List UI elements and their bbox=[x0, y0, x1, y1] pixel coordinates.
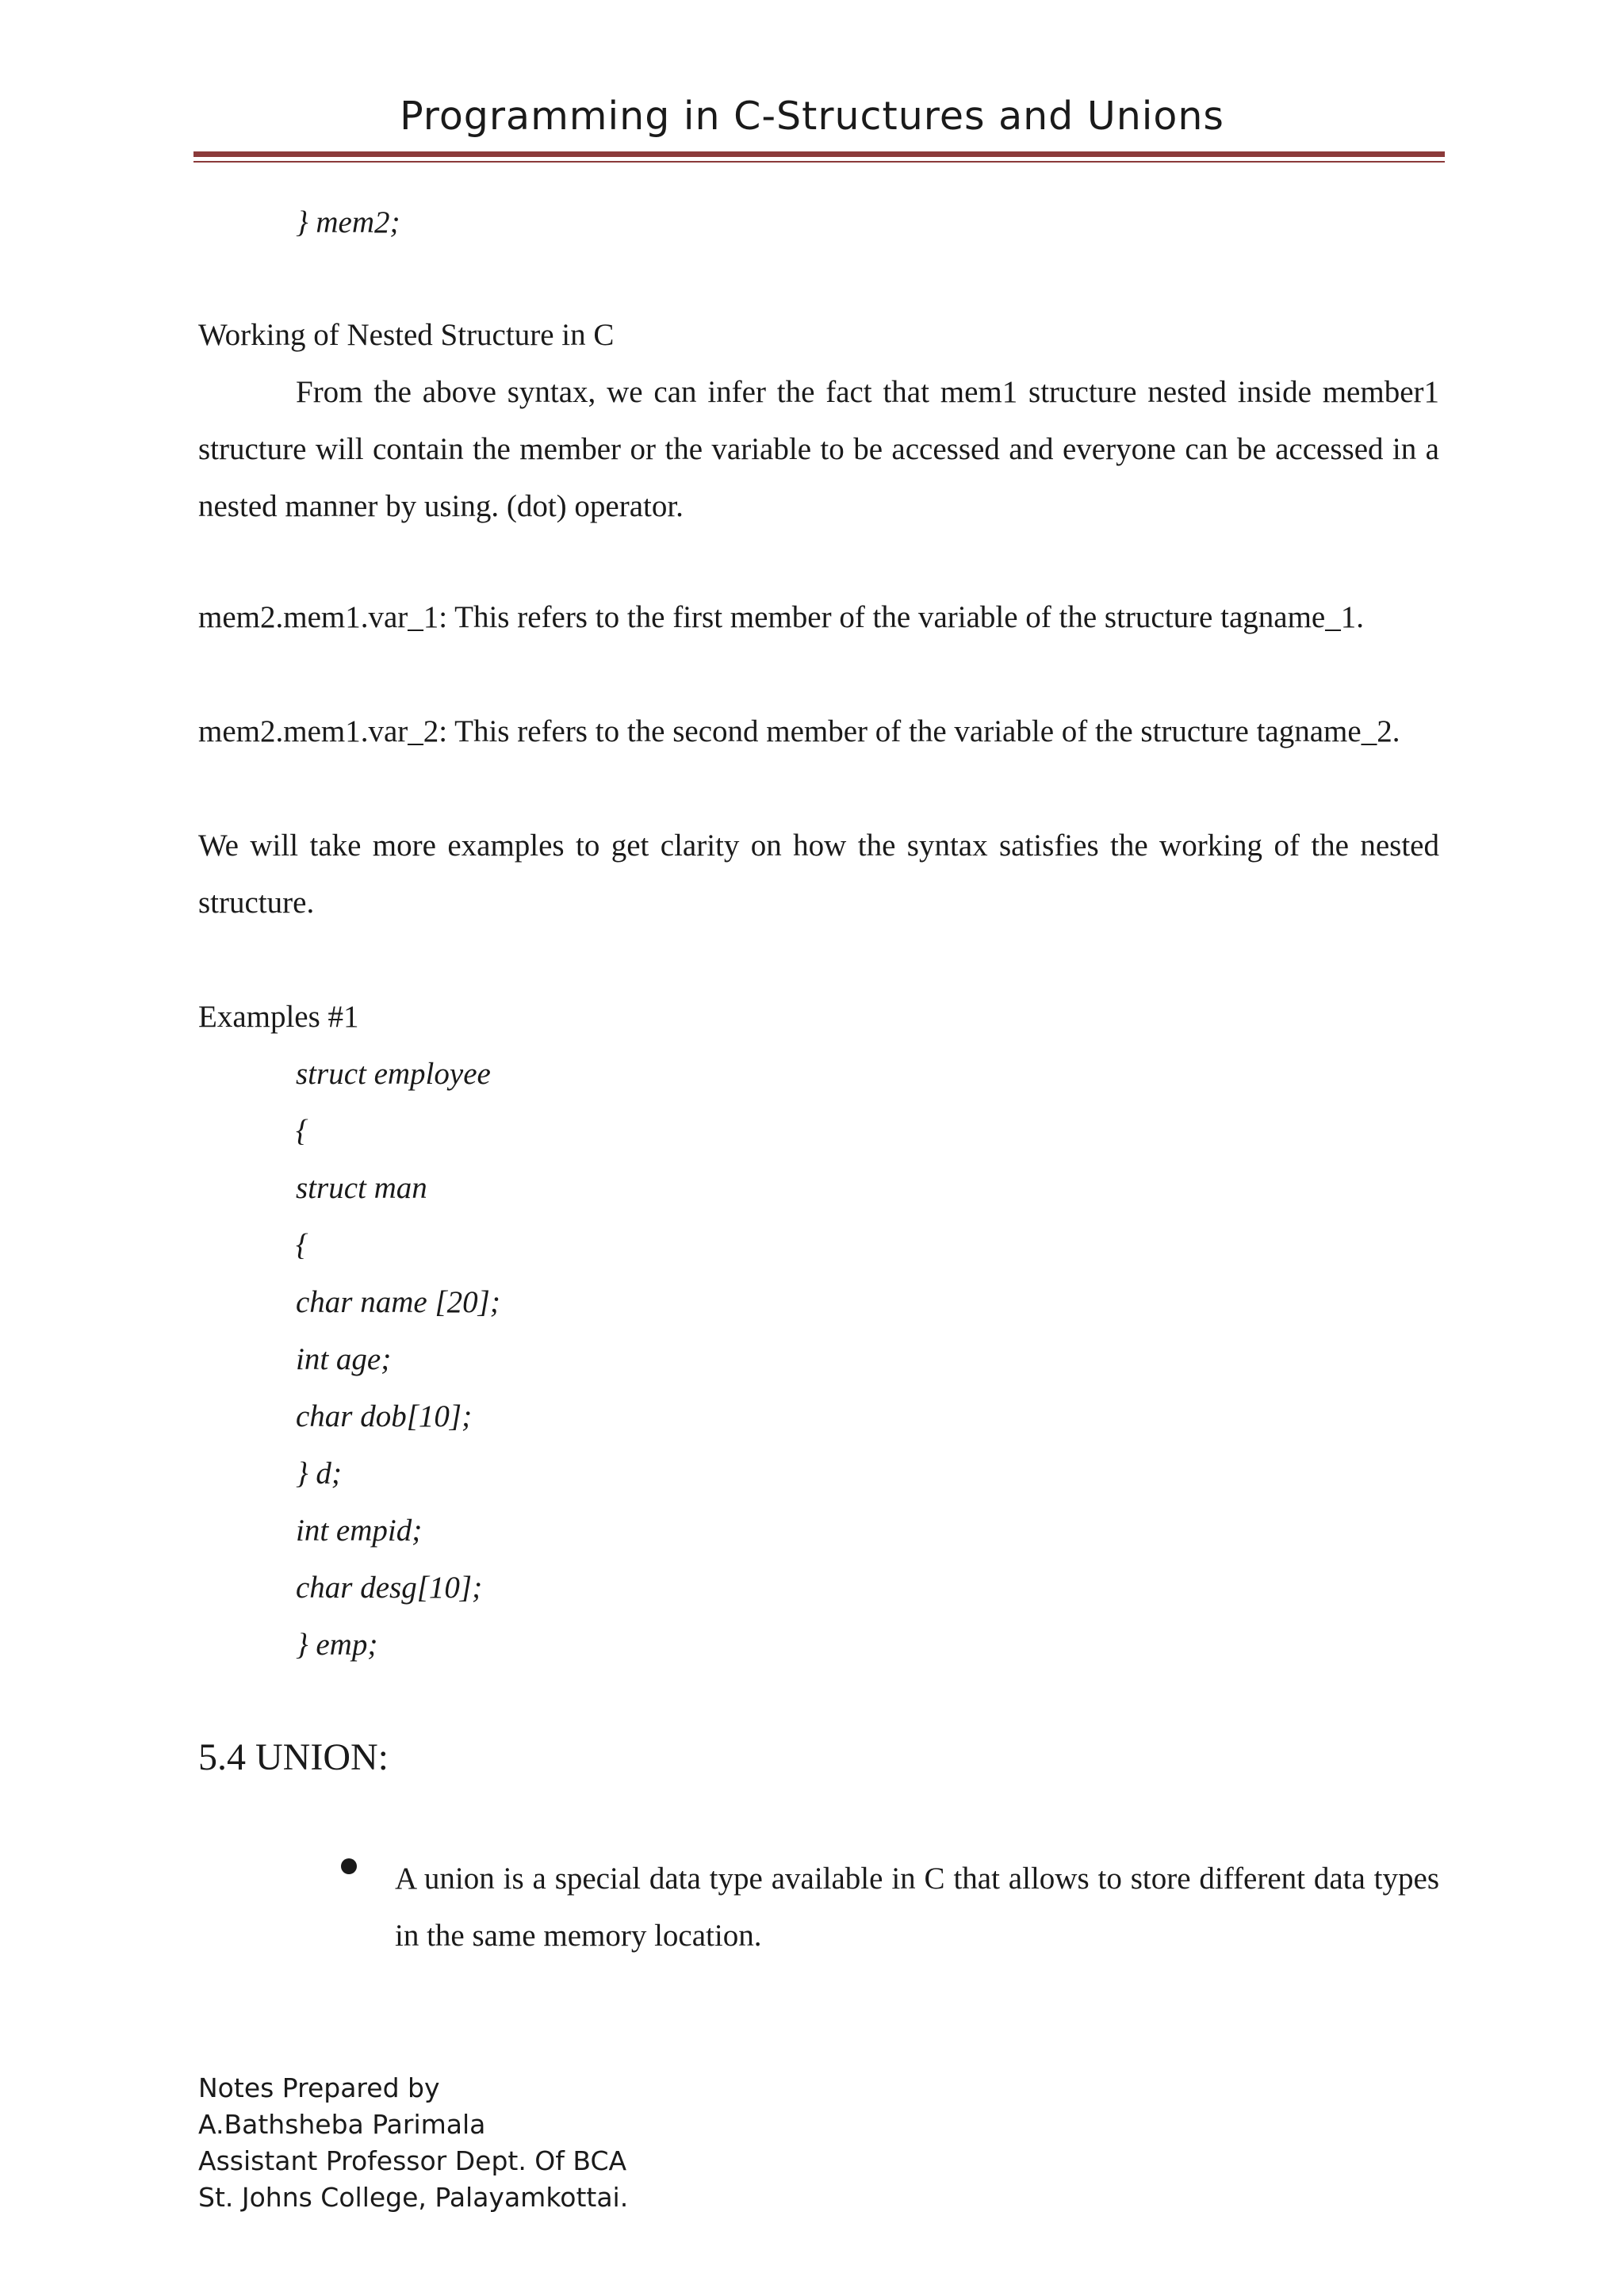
paragraph-working: From the above syntax, we can infer the fact that mem1 structure nested inside member1 structure will contain the member or the variable to be accessed and everyone can be accessed in a nested manner by using. (dot) operator. bbox=[198, 375, 1439, 523]
code-line: char name [20]; bbox=[296, 1285, 500, 1319]
code-line: char dob[10]; bbox=[296, 1399, 473, 1433]
page-header-title: Programming in C-Structures and Unions bbox=[400, 94, 1224, 139]
footer-line-designation: Assistant Professor Dept. Of BCA bbox=[198, 2145, 627, 2176]
code-line: int empid; bbox=[296, 1513, 423, 1548]
code-line: { bbox=[296, 1228, 308, 1262]
section-heading-union: 5.4 UNION: bbox=[198, 1736, 389, 1778]
paragraph-var2: mem2.mem1.var_2: This refers to the second member of the variable of the structure tagname_2. bbox=[198, 714, 1400, 748]
code-line: char desg[10]; bbox=[296, 1571, 483, 1605]
footer-line-college: St. Johns College, Palayamkottai. bbox=[198, 2182, 629, 2213]
footer-line-prepared-by: Notes Prepared by bbox=[198, 2072, 440, 2103]
bullet-union-definition: A union is a special data type available in C that allows to store different data types in the same memory location. bbox=[395, 1862, 1439, 1953]
code-line: } emp; bbox=[296, 1628, 378, 1662]
code-line: struct man bbox=[296, 1171, 427, 1205]
header-rule-thin bbox=[193, 161, 1445, 163]
code-line: int age; bbox=[296, 1342, 392, 1376]
code-line: { bbox=[296, 1114, 308, 1148]
paragraph-examples-intro: We will take more examples to get clarity on how the syntax satisfies the working of the nested structure. bbox=[198, 828, 1439, 920]
header-rule-thick bbox=[193, 151, 1445, 157]
bullet-dot-icon bbox=[341, 1858, 357, 1874]
examples-label: Examples #1 bbox=[198, 1000, 359, 1034]
paragraph-var1: mem2.mem1.var_1: This refers to the first member of the variable of the structure tagname_1. bbox=[198, 600, 1364, 634]
code-line: struct employee bbox=[296, 1057, 491, 1091]
code-line: } d; bbox=[296, 1456, 342, 1490]
footer-line-author: A.Bathsheba Parimala bbox=[198, 2109, 486, 2140]
code-closing-mem2: } mem2; bbox=[296, 205, 400, 239]
heading-working-nested-structure: Working of Nested Structure in C bbox=[198, 318, 615, 352]
